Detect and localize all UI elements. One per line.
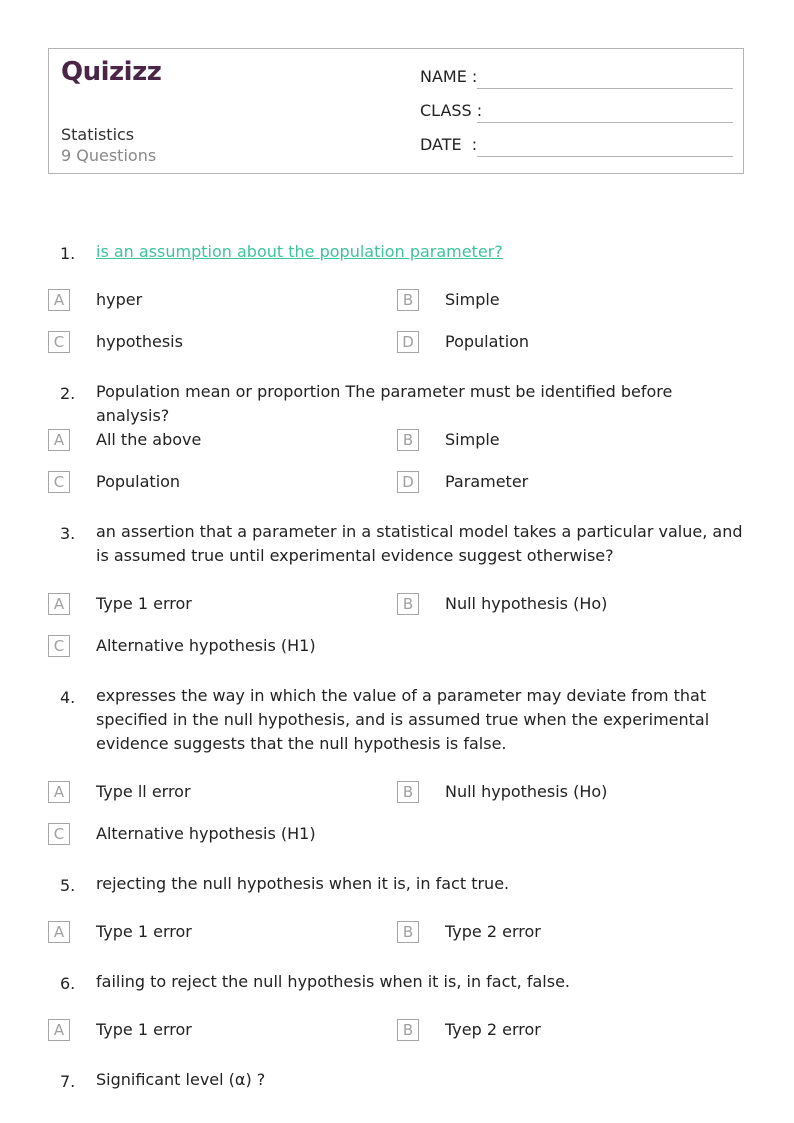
question-text: rejecting the null hypothesis when it is, in fact true. bbox=[96, 874, 510, 893]
option-letter-box: A bbox=[48, 289, 70, 311]
question-text: expresses the way in which the value of a parameter may deviate from that specified in the null hypothesis, and is assumed true when the experimental evidence suggests that the null hypothesis is false. bbox=[96, 686, 710, 753]
option-letter-box: C bbox=[48, 823, 70, 845]
question-number: 1. bbox=[60, 244, 76, 263]
option-text: Type ll error bbox=[96, 782, 191, 801]
option-letter-box: D bbox=[397, 331, 419, 353]
option-text: Population bbox=[445, 332, 530, 351]
name-label: NAME : bbox=[420, 67, 478, 86]
question-text: failing to reject the null hypothesis when it is, in fact, false. bbox=[96, 972, 570, 991]
date-label: DATE : bbox=[420, 135, 478, 154]
class-line bbox=[477, 122, 733, 123]
option-text: Population bbox=[96, 472, 181, 491]
option-letter-box: B bbox=[397, 429, 419, 451]
date-field[interactable] bbox=[420, 135, 733, 159]
option-text: Alternative hypothesis (H1) bbox=[96, 824, 316, 843]
option-text: hyper bbox=[96, 290, 143, 309]
question-text: Population mean or proportion The parameter must be identified before analysis? bbox=[96, 382, 673, 425]
option-letter-box: B bbox=[397, 1019, 419, 1041]
question-number: 6. bbox=[60, 974, 76, 993]
option-text: Type 1 error bbox=[96, 1020, 192, 1039]
option-letter-box: B bbox=[397, 593, 419, 615]
date-line bbox=[477, 156, 733, 157]
option-text: Simple bbox=[445, 290, 500, 309]
option-text: Type 1 error bbox=[96, 594, 192, 613]
option-letter-box: A bbox=[48, 781, 70, 803]
option-text: Null hypothesis (Ho) bbox=[445, 782, 608, 801]
worksheet-title: Statistics bbox=[61, 125, 135, 144]
option-text: Type 1 error bbox=[96, 922, 192, 941]
question-number: 7. bbox=[60, 1072, 76, 1091]
option-letter-box: C bbox=[48, 635, 70, 657]
question-text: Significant level (α) ? bbox=[96, 1070, 266, 1089]
option-letter-box: A bbox=[48, 1019, 70, 1041]
option-text: All the above bbox=[96, 430, 202, 449]
quizizz-logo: Quizizz bbox=[61, 57, 162, 87]
question-text[interactable]: is an assumption about the population parameter? bbox=[96, 242, 503, 261]
option-letter-box: C bbox=[48, 471, 70, 493]
question-number: 2. bbox=[60, 384, 76, 403]
class-label: CLASS : bbox=[420, 101, 483, 120]
option-letter-box: B bbox=[397, 921, 419, 943]
option-text: Tyep 2 error bbox=[445, 1020, 541, 1039]
option-letter-box: A bbox=[48, 593, 70, 615]
name-line bbox=[477, 88, 733, 89]
class-field[interactable] bbox=[420, 101, 733, 125]
option-text: Simple bbox=[445, 430, 500, 449]
option-letter-box: A bbox=[48, 429, 70, 451]
option-text: Null hypothesis (Ho) bbox=[445, 594, 608, 613]
option-letter-box: D bbox=[397, 471, 419, 493]
option-text: Type 2 error bbox=[445, 922, 541, 941]
question-text: an assertion that a parameter in a statistical model takes a particular value, and is assumed true until experimental evidence suggest otherwise? bbox=[96, 522, 743, 565]
option-letter-box: A bbox=[48, 921, 70, 943]
question-number: 4. bbox=[60, 688, 76, 707]
question-number: 5. bbox=[60, 876, 76, 895]
name-field[interactable] bbox=[420, 67, 733, 91]
option-text: Parameter bbox=[445, 472, 529, 491]
option-letter-box: C bbox=[48, 331, 70, 353]
question-number: 3. bbox=[60, 524, 76, 543]
question-count: 9 Questions bbox=[61, 146, 157, 165]
option-text: hypothesis bbox=[96, 332, 183, 351]
option-letter-box: B bbox=[397, 289, 419, 311]
option-letter-box: B bbox=[397, 781, 419, 803]
worksheet-header bbox=[48, 48, 744, 174]
option-text: Alternative hypothesis (H1) bbox=[96, 636, 316, 655]
